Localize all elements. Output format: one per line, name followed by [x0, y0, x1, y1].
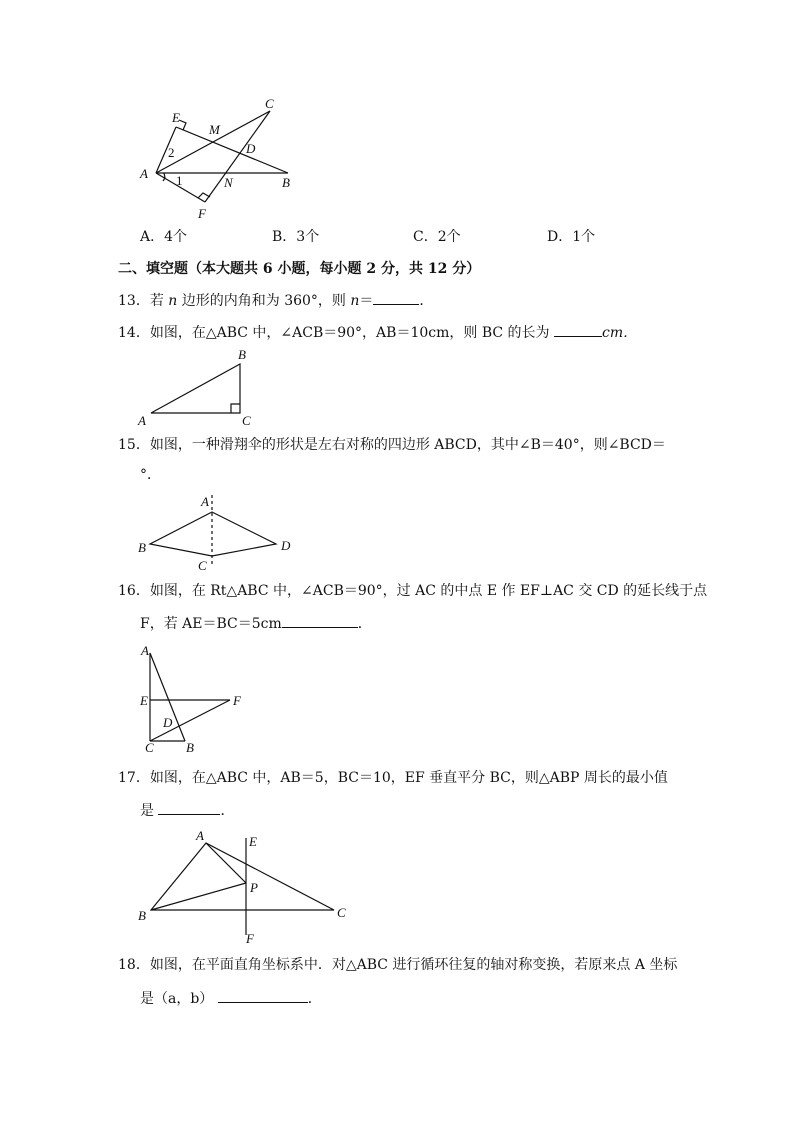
q12-option-c: C．2个: [413, 229, 461, 245]
q12-label-D: D: [246, 141, 256, 156]
q18-answer-blank[interactable]: [218, 988, 308, 1003]
q15-line1: 15．如图，一种滑翔伞的形状是左右对称的四边形 ABCD，其中∠B＝40°，则∠BCD＝: [118, 437, 666, 453]
q17-label-E: E: [249, 834, 257, 849]
q13-end: ．: [419, 293, 434, 309]
q17-label-P: P: [250, 880, 258, 895]
q17-end: ．: [220, 803, 235, 819]
q13-eq: ＝: [359, 293, 374, 309]
q13-prefix: 13．若: [118, 293, 169, 309]
q12-label-2: 2: [168, 145, 175, 160]
q16-label-A: A: [141, 643, 149, 658]
q17-triangle: [151, 843, 334, 910]
q12-label-C: C: [265, 96, 274, 111]
q13-var-n2: n: [350, 293, 360, 309]
q17-label-C: C: [337, 905, 346, 920]
q15-label-D: D: [281, 538, 291, 553]
q17-line-BP: [151, 883, 246, 910]
q17-line-AP: [206, 843, 246, 883]
q18-line1: 18．如图，在平面直角坐标系中．对△ABC 进行循环往复的轴对称变换，若原来点 A 坐标: [118, 957, 678, 973]
q16-label-E: E: [140, 693, 148, 708]
q18-line2-text: 是（a，b）: [140, 991, 214, 1007]
q13-mid: 边形的内角和为 360°，则: [177, 293, 351, 309]
q18-end: ．: [307, 991, 322, 1007]
section-heading: 二、填空题（本大题共 6 小题，每小题 2 分，共 12 分）: [118, 261, 481, 277]
q17-label-B: B: [138, 908, 146, 923]
q14-label-C: C: [242, 413, 251, 428]
q16-label-F: F: [233, 693, 241, 708]
q17-line2-text: 是: [140, 803, 154, 819]
q14-label-B: B: [238, 347, 246, 362]
q14-label-A: A: [138, 413, 146, 428]
q16-label-B: B: [186, 740, 194, 755]
q17-label-A: A: [196, 828, 204, 843]
q16-label-C: C: [145, 740, 154, 755]
q15-label-B: B: [138, 540, 146, 555]
q12-label-N: N: [224, 175, 233, 190]
q15-label-A: A: [201, 494, 209, 509]
q17-line1: 17．如图，在△ABC 中，AB＝5，BC＝10，EF 垂直平分 BC，则△ABP 周长的最小值: [118, 770, 668, 786]
q12-label-1: 1: [176, 173, 183, 188]
q16-end: ．: [357, 616, 372, 632]
q12-option-a: A．4个: [140, 229, 188, 245]
q18-line2: [140, 988, 322, 1008]
q17-label-F: F: [246, 931, 254, 946]
q13-var-n: n: [168, 293, 178, 309]
q15-line2: °．: [140, 467, 161, 483]
q12-label-F: F: [198, 206, 206, 221]
q16-line2-text: F，若 AE＝BC＝5cm: [140, 616, 282, 632]
q12-label-B: B: [282, 175, 290, 190]
q12-label-E: E: [172, 110, 180, 125]
q12-label-A: A: [140, 166, 148, 181]
q16-label-D: D: [163, 715, 173, 730]
q14-question: 14．如图，在△ABC 中，∠ACB＝90°，AB＝10cm，则 BC 的长为: [118, 325, 550, 341]
q12-option-b: B．3个: [272, 229, 320, 245]
q12-option-d: D．1个: [547, 229, 596, 245]
q14-unit: cm．: [602, 325, 638, 341]
q15-label-C: C: [198, 558, 207, 573]
q16-line1: 16．如图，在 Rt△ABC 中，∠ACB＝90°，过 AC 的中点 E 作 EF⊥AC 交 CD 的延长线于点: [118, 583, 708, 599]
q12-label-M: M: [209, 122, 220, 137]
